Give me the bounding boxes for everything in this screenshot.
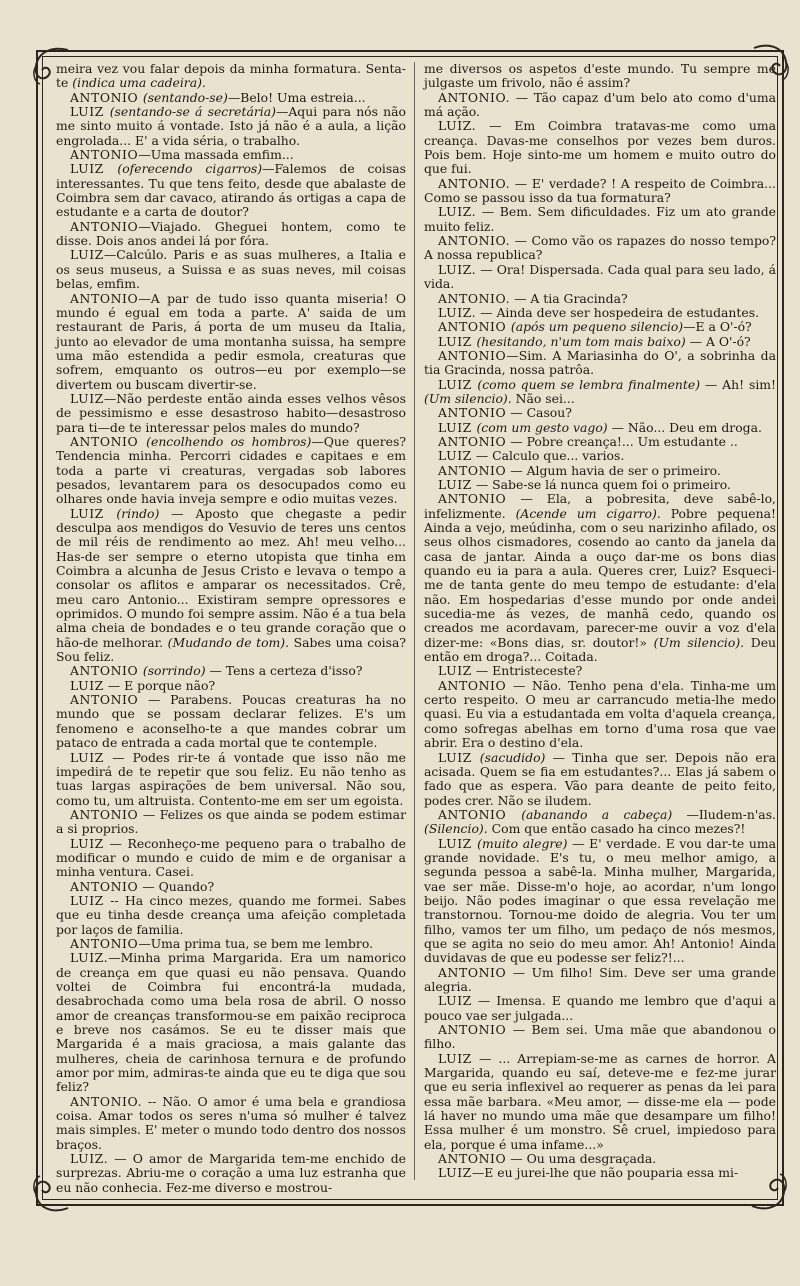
speaker-name: LUIZ [438, 663, 472, 679]
speaker-name: LUIZ [438, 1165, 472, 1181]
dialogue-paragraph [424, 177, 776, 206]
dialogue-text: — Felizes os que ainda se podem estimar a si proprios. [56, 806, 406, 837]
stage-direction: (oferecendo cigarros) [117, 161, 263, 177]
dialogue-text: —A par de tudo isso quanta miseria! O mundo é egual em toda a parte. A' saida de um restaurant de Paris, á porta de um museu da Italia, junto ao elevador de uma montanha suissa, ha sempre uma mão estendida a pedir esmola, creaturas que sofrem, emquanto os outros—eu por exemplo—se divertem ou buscam divertir-se. [56, 290, 406, 392]
dialogue-paragraph [56, 162, 406, 219]
dialogue-paragraph [424, 837, 776, 966]
speaker-name: LUIZ [438, 448, 472, 464]
dialogue-paragraph [424, 292, 776, 306]
speaker-name: LUIZ [438, 419, 477, 435]
dialogue-text: — Quando? [138, 878, 215, 894]
speaker-name: ANTONIO [70, 935, 139, 951]
dialogue-paragraph [56, 894, 406, 937]
dialogue-paragraph [424, 335, 776, 349]
dialogue-text: — ... Arrepiam-se-me as carnes de horror. A Margarida, quando eu saí, deteve-me e fez-me jurar que eu seria inflexivel ao requerer as penas da lei para essa mãe barbara. «Meu amor, — disse-me ela — pode lá haver no mundo uma mãe que desampare um filho! Essa mulher é um monstro. Sê cruel, impiedoso para ela, porque é uma infame...» [424, 1050, 776, 1152]
dialogue-paragraph [424, 1152, 776, 1166]
dialogue-text: —Viajado. Gheguei hontem, como te disse. Dois anos andei lá por fóra. [56, 218, 406, 249]
dialogue-paragraph [424, 435, 776, 449]
dialogue-text: — Não... Deu em droga. [607, 419, 762, 435]
dialogue-paragraph [424, 1023, 776, 1052]
speaker-name: LUIZ. [438, 118, 477, 134]
speaker-name: ANTONIO [438, 405, 507, 421]
speaker-name: ANTONIO [70, 290, 139, 306]
dialogue-text: — Um filho! Sim. Deve ser uma grande alegria. [424, 964, 776, 994]
dialogue-text: — E porque não? [103, 677, 216, 693]
stage-direction: (rindo) [116, 505, 160, 521]
stage-direction: (Um silencio). [424, 390, 512, 406]
speaker-name: ANTONIO [70, 806, 139, 822]
speaker-name: LUIZ. [438, 304, 477, 320]
stage-direction: (com um gesto vago) [476, 419, 608, 435]
dialogue-paragraph [424, 62, 776, 91]
dialogue-text: — Em Coimbra tratavas-me como uma creança. Davas-me conselhos por vezes bem duros. Pois bem. Hoje sinto-me um homem e muito outro do que fui. [424, 118, 776, 177]
dialogue-paragraph [424, 464, 776, 478]
dialogue-text: — Tão capaz d'um belo ato como d'uma má ação. [424, 89, 776, 120]
speaker-name: ANTONIO [438, 319, 511, 335]
speaker-name: ANTONIO [438, 1022, 507, 1038]
dialogue-text: Não sei... [511, 390, 575, 406]
dialogue-paragraph [56, 837, 406, 880]
speaker-name: LUIZ [438, 476, 472, 492]
dialogue-paragraph [56, 220, 406, 249]
speaker-name: ANTONIO [70, 663, 143, 679]
dialogue-text: — Algum havia de ser o primeiro. [506, 462, 721, 478]
dialogue-paragraph [56, 105, 406, 148]
stage-direction: (após um pequeno silencio) [510, 319, 684, 335]
speaker-name: ANTONIO [70, 147, 139, 163]
dialogue-paragraph [56, 880, 406, 894]
speaker-name: ANTONIO [438, 1151, 507, 1167]
stage-direction: (abanando a cabeça) [521, 806, 673, 822]
dialogue-text: — Calculo que... varios. [471, 448, 625, 464]
dialogue-paragraph [424, 751, 776, 808]
dialogue-text: Sabes uma coisa? Sou feliz. [56, 634, 407, 665]
dialogue-paragraph [56, 507, 406, 665]
dialogue-paragraph [424, 449, 776, 463]
dialogue-text: — Ah! sim! [700, 376, 777, 392]
dialogue-text: me diversos os aspetos d'este mundo. Tu sempre me julgaste um frivolo, não é assim? [424, 61, 776, 91]
dialogue-text: — Bem sei. Uma mãe que abandonou o filho. [424, 1022, 776, 1052]
dialogue-paragraph [56, 148, 406, 162]
speaker-name: LUIZ [438, 835, 478, 851]
dialogue-text: — Aposto que chegaste a pedir desculpa aos mendigos do Vesuvio de teres uns centos de mil réis de rendimento ao mez. Ah! meu velho... Has-de ser sempre o eterno utopista que tinha em Coimbra a alcunha de Jesus Cristo e levava o tempo a consolar os aflitos e amparar os necessitados. Crê, meu caro Antonio... Existiram sempre opressores e oprimidos. O mundo foi sempre assim. Não é a tua bela alma cheia de bondades e o teu grande coração que o hão-de melhorar. [56, 505, 406, 650]
dialogue-paragraph [424, 1166, 776, 1180]
dialogue-paragraph [56, 91, 406, 105]
speaker-name: LUIZ [70, 835, 104, 851]
dialogue-text: — A O'-ó? [685, 333, 751, 349]
dialogue-paragraph [424, 664, 776, 678]
dialogue-text: Com que então casado ha cinco mezes?! [487, 821, 746, 837]
dialogue-text: Deu então em droga?... Coitada. [424, 634, 777, 665]
dialogue-text: —Belo! Uma estreia... [227, 89, 366, 105]
dialogue-paragraph [424, 966, 776, 995]
dialogue-text: — Ainda deve ser hospedeira de estudantes. [476, 304, 760, 320]
dialogue-paragraph [56, 751, 406, 808]
dialogue-paragraph [56, 248, 406, 291]
dialogue-paragraph [424, 1052, 776, 1152]
dialogue-text: — Reconheço-me pequeno para o trabalho de modificar o mundo e cuido de mim e de organisar a minha ventura. Casei. [56, 835, 406, 880]
dialogue-text: —Falemos de coisas interessantes. Tu que tens feito, desde que abalaste de Coimbra sem dar cavaco, atirando ás ortigas a capa de estudante e a carta de doutor? [56, 161, 406, 220]
dialogue-paragraph [424, 320, 776, 334]
dialogue-text: — A tia Gracinda? [510, 290, 628, 306]
speaker-name: LUIZ [438, 749, 480, 765]
dialogue-text: — Pobre creança!... Um estudante .. [506, 433, 738, 449]
dialogue-paragraph [56, 435, 406, 507]
stage-direction: (sentando-se á secretária) [109, 104, 276, 120]
dialogue-paragraph [56, 62, 406, 91]
speaker-name: ANTONIO. [70, 1093, 143, 1109]
dialogue-text: -- Ha cinco mezes, quando me formei. Sabes que eu tinha desde creança uma afeição completada por laços de familia. [56, 892, 406, 937]
dialogue-text: —Calcúlo. Paris e as suas mulheres, a Italia e os seus museus, a Suissa e as suas neves, mil coisas belas, emfim. [56, 247, 406, 292]
dialogue-text: — Ela, a pobresita, deve sabê-lo, infelizmente. [424, 491, 776, 521]
speaker-name: ANTONIO [438, 433, 507, 449]
dialogue-text: — Casou? [506, 405, 572, 421]
stage-direction: (muito alegre) [477, 835, 568, 851]
speaker-name: ANTONIO [438, 677, 507, 693]
speaker-name: LUIZ [438, 376, 478, 392]
dialogue-text: Pobre pequena! Ainda a vejo, meúdinha, com o seu narizinho afilado, os seus olhos cismadores, cosendo ao canto da janela da casa de jantar. Ainda a ouço dar-me os bons dias quando eu ia para a aula. Queres crer, Luiz? Esqueci-me de tanta gente do meu tempo de estudante: d'ela não. Em hospedarias d'esse mundo por onde andei sucedia-me ás vezes, de manhã cedo, quando os creados me acordavam, parecer-me ouvir a voz d'ela dizer-me: «Bons dias, sr. doutor!» [424, 505, 776, 650]
dialogue-paragraph [424, 421, 776, 435]
dialogue-paragraph [424, 994, 776, 1023]
text-column-left [56, 61, 407, 1195]
speaker-name: LUIZ [70, 247, 104, 263]
dialogue-text: — Como vão os rapazes do nosso tempo? A nossa republica? [424, 233, 776, 263]
speaker-name: LUIZ [70, 749, 104, 765]
dialogue-paragraph [424, 205, 776, 234]
speaker-name: LUIZ [438, 1050, 472, 1066]
stage-direction: (Silencio). [424, 821, 488, 837]
dialogue-paragraph [424, 478, 776, 492]
dialogue-text: — O amor de Margarida tem-me enchido de surprezas. Abriu-me o coração a uma luz estranha que eu não conhecia. Fez-me diverso e mostrou- [56, 1151, 406, 1195]
speaker-name: LUIZ [70, 161, 118, 177]
dialogue-text: —Aqui para nós não me sinto muito á vontade. Isto já não é a aula, a lição engrolada... E' a vida séria, o trabalho. [56, 104, 407, 148]
speaker-name: LUIZ. [70, 950, 109, 966]
dialogue-text: — Entristeceste? [471, 663, 583, 679]
speaker-name: ANTONIO [70, 692, 139, 708]
speaker-name: LUIZ [70, 390, 104, 406]
speaker-name: LUIZ [70, 104, 110, 120]
column-divider [414, 62, 415, 1180]
dialogue-paragraph [56, 679, 406, 693]
dialogue-text: — Ora! Dispersada. Cada qual para seu lado, á vida. [424, 261, 776, 292]
dialogue-text: —Minha prima Margarida. Era um namorico de creança em que quasi eu não pensava. Quando voltei de Coimbra fui encontrá-la mudada, desabrochada como uma bela rosa de abril. O nosso amor de creanças transformou-se em paixão reciproca e breve nos casámos. Se eu te disser mais que Margarida é a mais graciosa, a mais galante das mulheres, cheia de carinhosa ternura e de profundo amor por mim, admiras-te ainda que eu te diga que sou feliz? [56, 950, 406, 1095]
dialogue-paragraph [424, 349, 776, 378]
speaker-name: LUIZ. [70, 1151, 109, 1167]
dialogue-text: —E eu jurei-lhe que não pouparia essa mi- [471, 1165, 739, 1181]
dialogue-paragraph [424, 378, 776, 407]
stage-direction: (Acende um cigarro). [515, 505, 661, 521]
stage-direction: (Um silencio). [653, 634, 745, 650]
speaker-name: ANTONIO [438, 462, 507, 478]
dialogue-text: —Sim. A Mariasinha do O', a sobrinha da tia Gracinda, nossa patrôa. [424, 347, 776, 378]
dialogue-text: —Não perdeste então ainda esses velhos vêsos de pessimismo e esse desastroso habito—desastroso para ti—de te interessar pelos males do mundo? [56, 390, 406, 435]
dialogue-paragraph [424, 234, 776, 263]
dialogue-paragraph [56, 392, 406, 435]
speaker-name: LUIZ. [438, 261, 477, 277]
speaker-name: ANTONIO [70, 89, 143, 105]
dialogue-paragraph [56, 937, 406, 951]
dialogue-paragraph [424, 263, 776, 292]
dialogue-paragraph [56, 808, 406, 837]
dialogue-paragraph [424, 406, 776, 420]
dialogue-text: — Bem. Sem dificuldades. Fiz um ato grande muito feliz. [424, 204, 776, 234]
dialogue-paragraph [56, 951, 406, 1094]
dialogue-paragraph [424, 119, 776, 176]
stage-direction: (indica uma cadeira). [72, 75, 206, 91]
dialogue-text: — Sabe-se lá nunca quem foi o primeiro. [471, 476, 731, 492]
speaker-name: LUIZ [70, 505, 117, 521]
stage-direction: (Mudando de tom). [167, 634, 290, 650]
dialogue-text: —Uma prima tua, se bem me lembro. [138, 935, 374, 951]
speaker-name: ANTONIO. [438, 290, 511, 306]
dialogue-paragraph [424, 492, 776, 664]
speaker-name: ANTONIO [70, 878, 139, 894]
dialogue-text: —E a O'-ó? [683, 319, 752, 335]
speaker-name: ANTONIO [438, 806, 522, 822]
stage-direction: (hesitando, n'um tom mais baixo) [476, 333, 686, 349]
speaker-name: ANTONIO [70, 433, 147, 449]
dialogue-text: — Imensa. E quando me lembro que d'aqui a pouco vae ser julgada... [424, 993, 776, 1023]
dialogue-paragraph [424, 91, 776, 120]
speaker-name: ANTONIO. [438, 89, 511, 105]
dialogue-text: —Uma massada emfim... [138, 147, 294, 163]
speaker-name: LUIZ [438, 993, 472, 1009]
speaker-name: LUIZ [70, 677, 104, 693]
dialogue-text: — Tinha que ser. Depois não era acisada. Quem se fia em estudantes?... Elas já sabem o fado que as espera. Vão para deante de peito feito, podes crer. Não se iludem. [424, 749, 776, 808]
speaker-name: ANTONIO. [438, 233, 511, 249]
speaker-name: ANTONIO [438, 347, 507, 363]
dialogue-text: — Podes rir-te á vontade que isso não me impedirá de te repetir que sou feliz. Eu não tenho as tuas largas aspirações de bem universal. Não sou, como tu, um altruista. Contento-me em ser um egoista. [56, 749, 406, 808]
stage-direction: (sentando-se) [142, 89, 228, 105]
dialogue-text: —Iludem-n'as. [672, 806, 776, 822]
speaker-name: ANTONIO [438, 964, 507, 980]
stage-direction: (sorrindo) [142, 663, 206, 679]
speaker-name: ANTONIO. [438, 175, 511, 191]
speaker-name: LUIZ [70, 892, 104, 908]
speaker-name: LUIZ [438, 333, 477, 349]
dialogue-paragraph [424, 306, 776, 320]
dialogue-text: -- Não. O amor é uma bela e grandiosa coisa. Amar todos os seres n'uma só mulher é talvez mais simples. E' meter o mundo todo dentro dos nossos braços. [56, 1093, 406, 1152]
speaker-name: ANTONIO [70, 218, 139, 234]
dialogue-text: — E' verdade? ! A respeito de Coimbra... Como se passou isso da tua formatura? [424, 175, 776, 206]
dialogue-paragraph [56, 664, 406, 678]
dialogue-paragraph [56, 1095, 406, 1152]
dialogue-text: — E' verdade. E vou dar-te uma grande novidade. E's tu, o meu melhor amigo, a segunda pessoa a sabê-la. Minha mulher, Margarida, vae ser mãe. Disse-m'o hoje, ao acordar, n'um longo beijo. Não podes imaginar o que essa revelação me transtornou. Tornou-me doido de alegria. Vou ter um filho, vamos ter um filho, um pedaço de nós mesmos, que se agita no seio do meu amor. Ah! Antonio! Ainda duvidavas de que eu podesse ser feliz?!... [424, 835, 776, 966]
dialogue-text: — Tens a certeza d'isso? [205, 663, 363, 679]
dialogue-paragraph [56, 1152, 406, 1195]
stage-direction: (sacudido) [479, 749, 546, 765]
speaker-name: ANTONIO [438, 491, 507, 507]
dialogue-paragraph [424, 808, 776, 837]
dialogue-text: —Que queres? Tendencia minha. Percorri cidades e capitaes e em toda a parte vi creaturas, vergadas sob labores pesados, levantarem para os desocupados como eu olhares onde havia inveja sempre e odio muitas vezes. [56, 433, 406, 507]
stage-direction: (como quem se lembra finalmente) [477, 376, 701, 392]
dialogue-paragraph [424, 679, 776, 751]
dialogue-text: meira vez vou falar depois da minha formatura. Senta-te [56, 61, 406, 91]
text-column-right [424, 62, 776, 1182]
stage-direction: (encolhendo os hombros) [146, 433, 312, 449]
dialogue-paragraph [56, 292, 406, 392]
dialogue-paragraph [56, 693, 406, 750]
dialogue-text: — Não. Tenho pena d'ela. Tinha-me um certo respeito. O meu ar carrancudo metia-lhe medo quasi. Eu via a estudantada em volta d'aquela creança, como sofregas abelhas em torno d'uma rosa que vae abrir. Era o destino d'ela. [424, 677, 776, 751]
dialogue-text: — Ou uma desgraçada. [506, 1151, 657, 1167]
speaker-name: LUIZ. [438, 204, 477, 220]
dialogue-text: — Parabens. Poucas creaturas ha no mundo que se possam declarar felizes. E's um fenomeno e aconselho-te a que mandes cobrar um pataco de entrada a cada mortal que te contemple. [56, 692, 406, 751]
